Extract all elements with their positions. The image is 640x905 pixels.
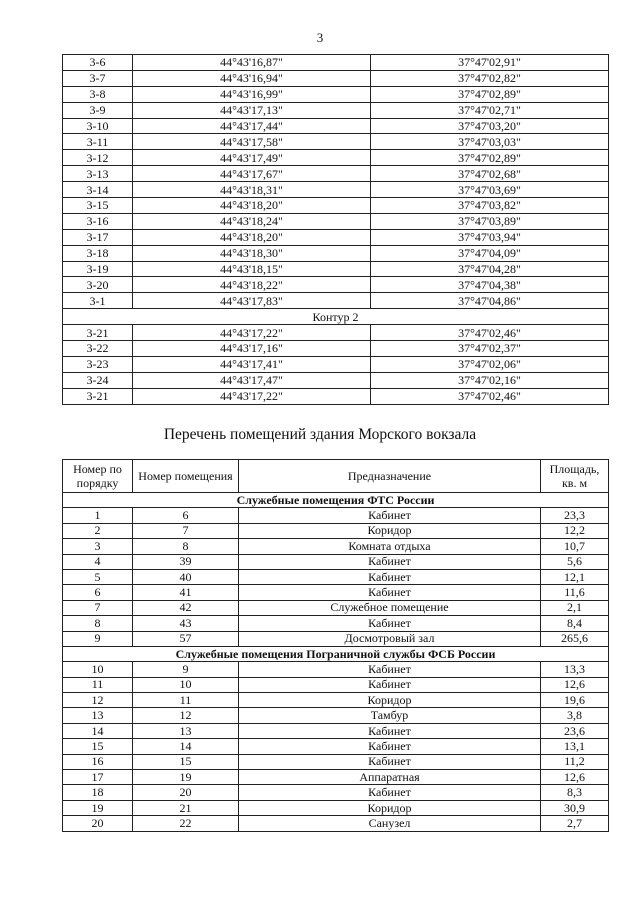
order-number: 3 xyxy=(63,539,133,554)
room-row xyxy=(63,600,609,615)
coordinate-row xyxy=(63,245,609,261)
longitude: 37°47'04,09" xyxy=(371,245,609,261)
room-row xyxy=(63,585,609,600)
room-area: 12,6 xyxy=(541,770,609,785)
point-id: 3-13 xyxy=(63,166,133,182)
room-purpose: Служебное помещение xyxy=(239,600,541,615)
latitude: 44°43'17,16" xyxy=(133,341,371,357)
room-number: 57 xyxy=(133,631,239,646)
point-id: 3-21 xyxy=(63,325,133,341)
coordinate-row xyxy=(63,372,609,388)
room-row xyxy=(63,754,609,769)
longitude: 37°47'02,91" xyxy=(371,55,609,71)
room-area: 12,6 xyxy=(541,677,609,692)
longitude: 37°47'04,86" xyxy=(371,293,609,309)
longitude: 37°47'02,68" xyxy=(371,166,609,182)
room-purpose: Кабинет xyxy=(239,585,541,600)
room-row xyxy=(63,539,609,554)
order-number: 15 xyxy=(63,739,133,754)
room-row xyxy=(63,631,609,646)
room-area: 2,7 xyxy=(541,816,609,831)
latitude: 44°43'18,30" xyxy=(133,245,371,261)
coordinate-row xyxy=(63,261,609,277)
latitude: 44°43'18,15" xyxy=(133,261,371,277)
room-row xyxy=(63,739,609,754)
room-number: 8 xyxy=(133,539,239,554)
room-row xyxy=(63,723,609,738)
coordinate-row xyxy=(63,277,609,293)
latitude: 44°43'18,22" xyxy=(133,277,371,293)
order-number: 9 xyxy=(63,631,133,646)
order-number: 1 xyxy=(63,508,133,523)
rooms-body-fts xyxy=(63,508,609,647)
contour-label: Контур 2 xyxy=(63,309,609,325)
order-number: 19 xyxy=(63,800,133,815)
room-purpose: Тамбур xyxy=(239,708,541,723)
order-number: 18 xyxy=(63,785,133,800)
room-number: 15 xyxy=(133,754,239,769)
point-id: 3-24 xyxy=(63,372,133,388)
latitude: 44°43'17,22" xyxy=(133,388,371,404)
room-row xyxy=(63,693,609,708)
room-purpose: Кабинет xyxy=(239,662,541,677)
longitude: 37°47'02,89" xyxy=(371,86,609,102)
rooms-heading: Перечень помещений здания Морского вокзала xyxy=(163,426,477,443)
room-area: 13,3 xyxy=(541,662,609,677)
longitude: 37°47'03,03" xyxy=(371,134,609,150)
section2-group xyxy=(63,646,609,661)
longitude: 37°47'02,06" xyxy=(371,356,609,372)
latitude: 44°43'16,99" xyxy=(133,86,371,102)
order-number: 5 xyxy=(63,569,133,584)
room-purpose: Кабинет xyxy=(239,616,541,631)
coordinates-body-contour1 xyxy=(63,55,609,309)
room-purpose: Комната отдыха xyxy=(239,539,541,554)
room-row xyxy=(63,508,609,523)
order-number: 11 xyxy=(63,677,133,692)
section1-group xyxy=(63,493,609,508)
section-title-fsb: Служебные помещения Пограничной службы ФСБ России xyxy=(63,646,609,661)
room-number: 10 xyxy=(133,677,239,692)
header-purpose: Предназначение xyxy=(239,460,541,493)
room-area: 12,1 xyxy=(541,569,609,584)
latitude: 44°43'17,58" xyxy=(133,134,371,150)
coordinate-row xyxy=(63,356,609,372)
room-number: 12 xyxy=(133,708,239,723)
room-purpose: Санузел xyxy=(239,816,541,831)
coordinate-row xyxy=(63,118,609,134)
longitude: 37°47'02,37" xyxy=(371,341,609,357)
longitude: 37°47'03,94" xyxy=(371,229,609,245)
coordinate-row xyxy=(63,213,609,229)
latitude: 44°43'17,83" xyxy=(133,293,371,309)
room-row xyxy=(63,816,609,831)
order-number: 16 xyxy=(63,754,133,769)
order-number: 20 xyxy=(63,816,133,831)
room-area: 10,7 xyxy=(541,539,609,554)
point-id: 3-14 xyxy=(63,182,133,198)
room-area: 30,9 xyxy=(541,800,609,815)
contour-row xyxy=(63,309,609,325)
room-number: 20 xyxy=(133,785,239,800)
longitude: 37°47'02,89" xyxy=(371,150,609,166)
room-number: 21 xyxy=(133,800,239,815)
room-number: 43 xyxy=(133,616,239,631)
room-area: 23,3 xyxy=(541,508,609,523)
header-area: Площадь, кв. м xyxy=(541,460,609,493)
room-number: 19 xyxy=(133,770,239,785)
contour-row-group xyxy=(63,309,609,325)
room-purpose: Кабинет xyxy=(239,554,541,569)
coordinate-row xyxy=(63,102,609,118)
coordinate-row xyxy=(63,293,609,309)
point-id: 3-23 xyxy=(63,356,133,372)
room-area: 3,8 xyxy=(541,708,609,723)
order-number: 17 xyxy=(63,770,133,785)
latitude: 44°43'18,31" xyxy=(133,182,371,198)
latitude: 44°43'16,87" xyxy=(133,55,371,71)
room-row xyxy=(63,554,609,569)
room-purpose: Коридор xyxy=(239,693,541,708)
room-purpose: Аппаратная xyxy=(239,770,541,785)
point-id: 3-22 xyxy=(63,341,133,357)
longitude: 37°47'03,89" xyxy=(371,213,609,229)
latitude: 44°43'17,13" xyxy=(133,102,371,118)
room-area: 13,1 xyxy=(541,739,609,754)
room-row xyxy=(63,569,609,584)
point-id: 3-9 xyxy=(63,102,133,118)
latitude: 44°43'17,41" xyxy=(133,356,371,372)
point-id: 3-8 xyxy=(63,86,133,102)
room-area: 8,3 xyxy=(541,785,609,800)
latitude: 44°43'17,49" xyxy=(133,150,371,166)
room-row xyxy=(63,523,609,538)
room-purpose: Кабинет xyxy=(239,508,541,523)
coordinate-row xyxy=(63,150,609,166)
latitude: 44°43'16,94" xyxy=(133,70,371,86)
room-purpose: Коридор xyxy=(239,523,541,538)
room-area: 19,6 xyxy=(541,693,609,708)
room-number: 7 xyxy=(133,523,239,538)
room-area: 11,2 xyxy=(541,754,609,769)
latitude: 44°43'18,20" xyxy=(133,198,371,214)
point-id: 3-11 xyxy=(63,134,133,150)
room-area: 8,4 xyxy=(541,616,609,631)
room-purpose: Кабинет xyxy=(239,677,541,692)
point-id: 3-6 xyxy=(63,55,133,71)
point-id: 3-17 xyxy=(63,229,133,245)
point-id: 3-10 xyxy=(63,118,133,134)
room-area: 265,6 xyxy=(541,631,609,646)
room-purpose: Кабинет xyxy=(239,754,541,769)
room-number: 11 xyxy=(133,693,239,708)
room-area: 5,6 xyxy=(541,554,609,569)
room-row xyxy=(63,785,609,800)
point-id: 3-12 xyxy=(63,150,133,166)
latitude: 44°43'17,47" xyxy=(133,372,371,388)
coordinate-row xyxy=(63,86,609,102)
order-number: 6 xyxy=(63,585,133,600)
room-purpose: Кабинет xyxy=(239,785,541,800)
section-row xyxy=(63,493,609,508)
point-id: 3-1 xyxy=(63,293,133,309)
room-number: 6 xyxy=(133,508,239,523)
header-order-num: Номер по порядку xyxy=(63,460,133,493)
point-id: 3-7 xyxy=(63,70,133,86)
point-id: 3-16 xyxy=(63,213,133,229)
room-number: 40 xyxy=(133,569,239,584)
header-room-num: Номер помещения xyxy=(133,460,239,493)
coordinate-row xyxy=(63,325,609,341)
order-number: 13 xyxy=(63,708,133,723)
point-id: 3-20 xyxy=(63,277,133,293)
room-number: 41 xyxy=(133,585,239,600)
longitude: 37°47'04,28" xyxy=(371,261,609,277)
longitude: 37°47'03,82" xyxy=(371,198,609,214)
order-number: 7 xyxy=(63,600,133,615)
coordinate-row xyxy=(63,134,609,150)
room-number: 22 xyxy=(133,816,239,831)
room-number: 9 xyxy=(133,662,239,677)
rooms-body-fsb xyxy=(63,662,609,831)
order-number: 12 xyxy=(63,693,133,708)
room-area: 12,2 xyxy=(541,523,609,538)
room-purpose: Кабинет xyxy=(239,723,541,738)
latitude: 44°43'17,22" xyxy=(133,325,371,341)
room-row xyxy=(63,677,609,692)
point-id: 3-21 xyxy=(63,388,133,404)
room-number: 39 xyxy=(133,554,239,569)
coordinate-row xyxy=(63,341,609,357)
room-area: 2,1 xyxy=(541,600,609,615)
order-number: 4 xyxy=(63,554,133,569)
room-area: 23,6 xyxy=(541,723,609,738)
coordinates-table xyxy=(62,54,609,405)
longitude: 37°47'02,46" xyxy=(371,325,609,341)
order-number: 10 xyxy=(63,662,133,677)
longitude: 37°47'02,82" xyxy=(371,70,609,86)
coordinates-body-contour2 xyxy=(63,325,609,404)
coordinate-row xyxy=(63,55,609,71)
point-id: 3-18 xyxy=(63,245,133,261)
page-number: 3 xyxy=(316,30,324,45)
latitude: 44°43'17,44" xyxy=(133,118,371,134)
room-row xyxy=(63,662,609,677)
room-number: 42 xyxy=(133,600,239,615)
longitude: 37°47'02,71" xyxy=(371,102,609,118)
latitude: 44°43'17,67" xyxy=(133,166,371,182)
section-title-fts: Служебные помещения ФТС России xyxy=(63,493,609,508)
room-purpose: Коридор xyxy=(239,800,541,815)
coordinate-row xyxy=(63,198,609,214)
longitude: 37°47'04,38" xyxy=(371,277,609,293)
room-purpose: Кабинет xyxy=(239,569,541,584)
room-area: 11,6 xyxy=(541,585,609,600)
longitude: 37°47'03,20" xyxy=(371,118,609,134)
order-number: 2 xyxy=(63,523,133,538)
longitude: 37°47'03,69" xyxy=(371,182,609,198)
latitude: 44°43'18,24" xyxy=(133,213,371,229)
coordinate-row xyxy=(63,166,609,182)
room-row xyxy=(63,616,609,631)
section-row xyxy=(63,646,609,661)
order-number: 14 xyxy=(63,723,133,738)
point-id: 3-19 xyxy=(63,261,133,277)
room-number: 14 xyxy=(133,739,239,754)
room-purpose: Досмотровый зал xyxy=(239,631,541,646)
room-purpose: Кабинет xyxy=(239,739,541,754)
rooms-table xyxy=(62,459,609,832)
coordinate-row xyxy=(63,182,609,198)
longitude: 37°47'02,46" xyxy=(371,388,609,404)
coordinate-row xyxy=(63,388,609,404)
latitude: 44°43'18,20" xyxy=(133,229,371,245)
coordinate-row xyxy=(63,70,609,86)
room-number: 13 xyxy=(133,723,239,738)
room-row xyxy=(63,770,609,785)
longitude: 37°47'02,16" xyxy=(371,372,609,388)
coordinate-row xyxy=(63,229,609,245)
point-id: 3-15 xyxy=(63,198,133,214)
room-row xyxy=(63,708,609,723)
room-row xyxy=(63,800,609,815)
rooms-header-row xyxy=(63,460,609,493)
order-number: 8 xyxy=(63,616,133,631)
